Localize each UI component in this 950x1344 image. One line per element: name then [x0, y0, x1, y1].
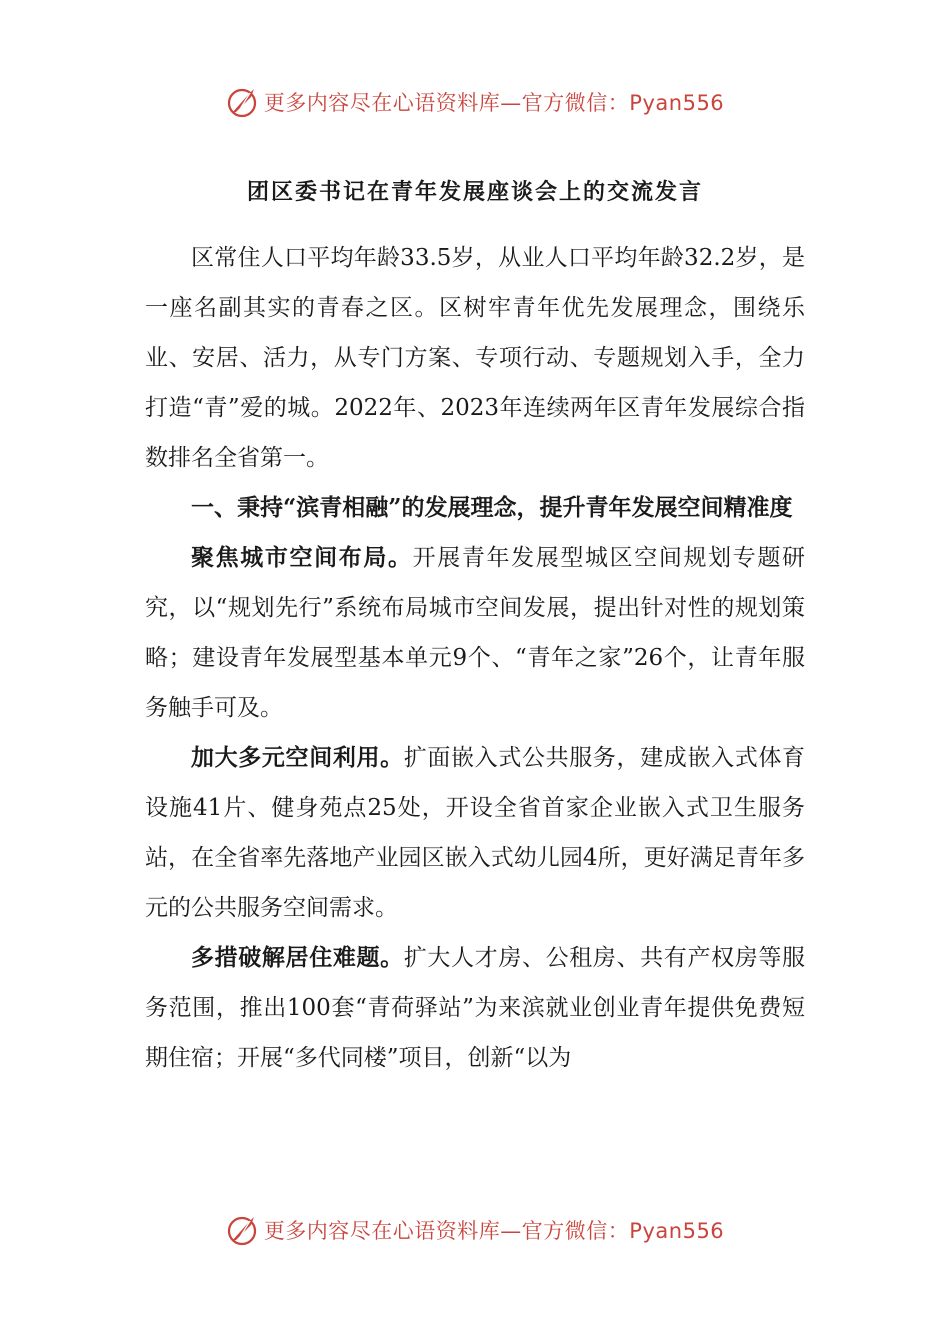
footer-banner — [0, 1210, 950, 1250]
paragraph-3-lead: 多措破解居住难题。 — [191, 944, 404, 971]
paragraph-3 — [145, 933, 805, 1083]
quill-in-circle-icon — [226, 1213, 260, 1247]
paragraph-1-body: 开展青年发展型城区空间规划专题研究，以“规划先行”系统布局城市空间发展，提出针对性的规划策略；建设青年发展型基本单元9个、“青年之家”26个，让青年服务触手可及。 — [145, 545, 805, 721]
header-banner — [0, 82, 950, 122]
paragraph-2-body: 扩面嵌入式公共服务，建成嵌入式体育设施41片、健身苑点25处，开设全省首家企业嵌入式卫生服务站，在全省率先落地产业园区嵌入式幼儿园4所，更好满足青年多元的公共服务空间需求。 — [145, 745, 806, 921]
paragraph-3-body: 扩大人才房、公租房、共有产权房等服务范围，推出100套“青荷驿站”为来滨就业创业青年提供免费短期住宿；开展“多代同楼”项目，创新“以为 — [145, 945, 806, 1071]
paragraph-1 — [145, 533, 805, 733]
footer-banner-text: 更多内容尽在心语资料库—官方微信：Pyan556 — [263, 1219, 725, 1243]
quill-in-circle-icon — [226, 85, 260, 119]
paragraph-2 — [145, 733, 805, 933]
document-body — [145, 233, 805, 1083]
header-banner-text: 更多内容尽在心语资料库—官方微信：Pyan556 — [263, 91, 725, 115]
section-1-heading: 一、秉持“滨青相融”的发展理念，提升青年发展空间精准度 — [191, 494, 793, 521]
intro-paragraph: 区常住人口平均年龄33.5岁，从业人口平均年龄32.2岁，是一座名副其实的青春之区。区树牢青年优先发展理念，围绕乐业、安居、活力，从专门方案、专项行动、专题规划入手，全力打造“青”爱的城。2022年、2023年连续两年区青年发展综合指数排名全省第一。 — [145, 245, 805, 471]
document-title: 团区委书记在青年发展座谈会上的交流发言 — [246, 179, 703, 205]
paragraph-1-lead: 聚焦城市空间布局。 — [191, 544, 413, 571]
paragraph-2-lead: 加大多元空间利用。 — [191, 744, 404, 771]
